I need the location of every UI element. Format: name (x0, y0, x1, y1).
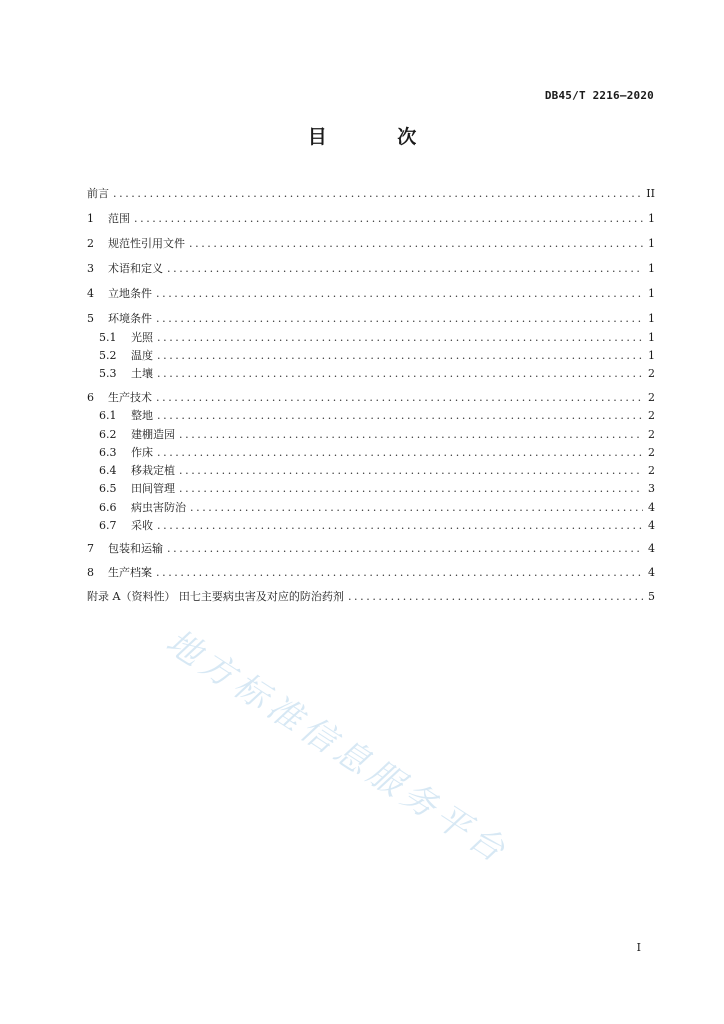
toc-entry-title (87, 480, 175, 496)
dot-leader (348, 590, 643, 603)
toc-entry-label: 采收 (131, 519, 153, 532)
toc-entry-title (87, 347, 153, 363)
toc-entry-title (87, 517, 153, 533)
toc-entry-number: 6.1 (99, 409, 117, 422)
dot-leader (167, 542, 643, 555)
toc-entry-label: 环境条件 (108, 312, 152, 325)
dot-leader (190, 501, 643, 514)
toc-entry-page: 3 (648, 481, 655, 495)
toc-entry-title (87, 444, 153, 460)
dot-leader (157, 446, 643, 459)
toc-entry-label: 附录 A（资料性） 田七主要病虫害及对应的防治药剂 (87, 590, 344, 603)
toc-entry-number: 6.3 (99, 446, 117, 459)
toc-entry[interactable] (87, 586, 655, 606)
footer-page-number: I (636, 941, 641, 954)
toc-entry[interactable] (87, 327, 655, 347)
toc-entry[interactable] (87, 405, 655, 425)
dot-leader (156, 287, 643, 300)
toc-entry-label: 生产技术 (108, 391, 152, 404)
dot-leader (156, 391, 643, 404)
toc-entry[interactable] (87, 562, 655, 582)
dot-leader (113, 187, 642, 200)
toc-entry-page: 4 (648, 518, 655, 532)
toc-entry-label: 田间管理 (131, 482, 175, 495)
toc-entry[interactable] (87, 387, 655, 407)
dot-leader (156, 566, 643, 579)
watermark-text: 地方标准信息服务平台 (158, 621, 517, 874)
toc-entry-number: 5.2 (99, 349, 117, 362)
dot-leader (157, 409, 643, 422)
page-title: 目 次 (307, 126, 449, 148)
toc-entry[interactable] (87, 208, 655, 228)
toc-entry-title (87, 499, 186, 515)
toc-entry-number: 4 (87, 287, 94, 300)
toc-entry-title (87, 588, 344, 604)
toc-entry-number: 2 (87, 237, 94, 250)
toc-entry-number: 5 (87, 312, 94, 325)
toc-entry-label: 前言 (87, 187, 109, 200)
dot-leader (157, 331, 643, 344)
toc-entry-page: 2 (648, 445, 655, 459)
toc-entry[interactable] (87, 363, 655, 383)
toc-entry-number: 7 (87, 542, 94, 555)
toc-entry[interactable] (87, 258, 655, 278)
toc-entry[interactable] (87, 345, 655, 365)
toc-entry-label: 移栽定植 (131, 464, 175, 477)
toc-entry-page: 1 (648, 348, 655, 362)
toc-entry-label: 立地条件 (108, 287, 152, 300)
toc-entry[interactable] (87, 308, 655, 328)
toc-entry-title (87, 389, 152, 405)
dot-leader (157, 519, 643, 532)
toc-entry-number: 6.4 (99, 464, 117, 477)
toc-entry-title (87, 365, 153, 381)
toc-entry-page: 2 (648, 463, 655, 477)
toc-entry-page: 2 (648, 408, 655, 422)
dot-leader (134, 212, 643, 225)
toc-entry-page: 4 (648, 500, 655, 514)
toc-entry[interactable] (87, 478, 655, 498)
dot-leader (167, 262, 643, 275)
toc-entry-title (87, 462, 175, 478)
toc-entry-label: 病虫害防治 (131, 501, 186, 514)
toc-entry-page: 5 (648, 589, 655, 603)
toc-entry-title (87, 260, 163, 276)
toc-entry-label: 建棚造园 (131, 428, 175, 441)
toc-entry-label: 生产档案 (108, 566, 152, 579)
toc-entry-title (87, 235, 185, 251)
toc-entry[interactable] (87, 424, 655, 444)
toc-entry-number: 8 (87, 566, 94, 579)
toc-entry-page: 2 (648, 390, 655, 404)
toc-entry-page: 1 (648, 286, 655, 300)
toc-entry-number: 3 (87, 262, 94, 275)
toc-entry[interactable] (87, 460, 655, 480)
toc-entry-page: 1 (648, 330, 655, 344)
toc-entry-page: 4 (648, 541, 655, 555)
toc-entry-label: 整地 (131, 409, 153, 422)
toc-entry-number: 5.3 (99, 367, 117, 380)
toc-entry[interactable] (87, 497, 655, 517)
dot-leader (179, 464, 643, 477)
toc-entry[interactable] (87, 183, 655, 203)
toc-entry-title (87, 540, 163, 556)
toc-entry-number: 5.1 (99, 331, 117, 344)
toc-entry-page: 1 (648, 311, 655, 325)
toc-entry-number: 1 (87, 212, 94, 225)
toc-entry-number: 6 (87, 391, 94, 404)
toc-entry-title (87, 310, 152, 326)
toc-entry[interactable] (87, 538, 655, 558)
toc-entry-title (87, 329, 153, 345)
dot-leader (157, 367, 643, 380)
toc-entry[interactable] (87, 515, 655, 535)
toc-entry[interactable] (87, 442, 655, 462)
toc-entry-number: 6.7 (99, 519, 117, 532)
toc-entry-title (87, 426, 175, 442)
toc-entry-number: 6.5 (99, 482, 117, 495)
dot-leader (157, 349, 643, 362)
toc-entry-title (87, 210, 130, 226)
toc-entry-title (87, 285, 152, 301)
toc-entry-label: 作床 (131, 446, 153, 459)
dot-leader (179, 482, 643, 495)
toc-entry-label: 包装和运输 (108, 542, 163, 555)
toc-entry-number: 6.2 (99, 428, 117, 441)
toc-entry-page: 1 (648, 236, 655, 250)
toc-entry-page: 2 (648, 427, 655, 441)
toc-entry-label: 光照 (131, 331, 153, 344)
toc-entry-title (87, 407, 153, 423)
toc-entry-label: 温度 (131, 349, 153, 362)
toc-entry-label: 规范性引用文件 (108, 237, 185, 250)
toc-entry[interactable] (87, 233, 655, 253)
toc-entry-title (87, 564, 152, 580)
toc-entry-page: 4 (648, 565, 655, 579)
toc-entry-title (87, 185, 109, 201)
toc-entry-label: 术语和定义 (108, 262, 163, 275)
toc-entry-page: 1 (648, 261, 655, 275)
toc-entry[interactable] (87, 283, 655, 303)
toc-entry-number: 6.6 (99, 501, 117, 514)
toc-entry-label: 范围 (108, 212, 130, 225)
toc-entry-page: II (646, 186, 655, 200)
dot-leader (179, 428, 643, 441)
dot-leader (189, 237, 643, 250)
document-code: DB45/T 2216—2020 (544, 89, 654, 102)
toc-entry-label: 土壤 (131, 367, 153, 380)
toc-entry-page: 2 (648, 366, 655, 380)
dot-leader (156, 312, 643, 325)
toc-entry-page: 1 (648, 211, 655, 225)
